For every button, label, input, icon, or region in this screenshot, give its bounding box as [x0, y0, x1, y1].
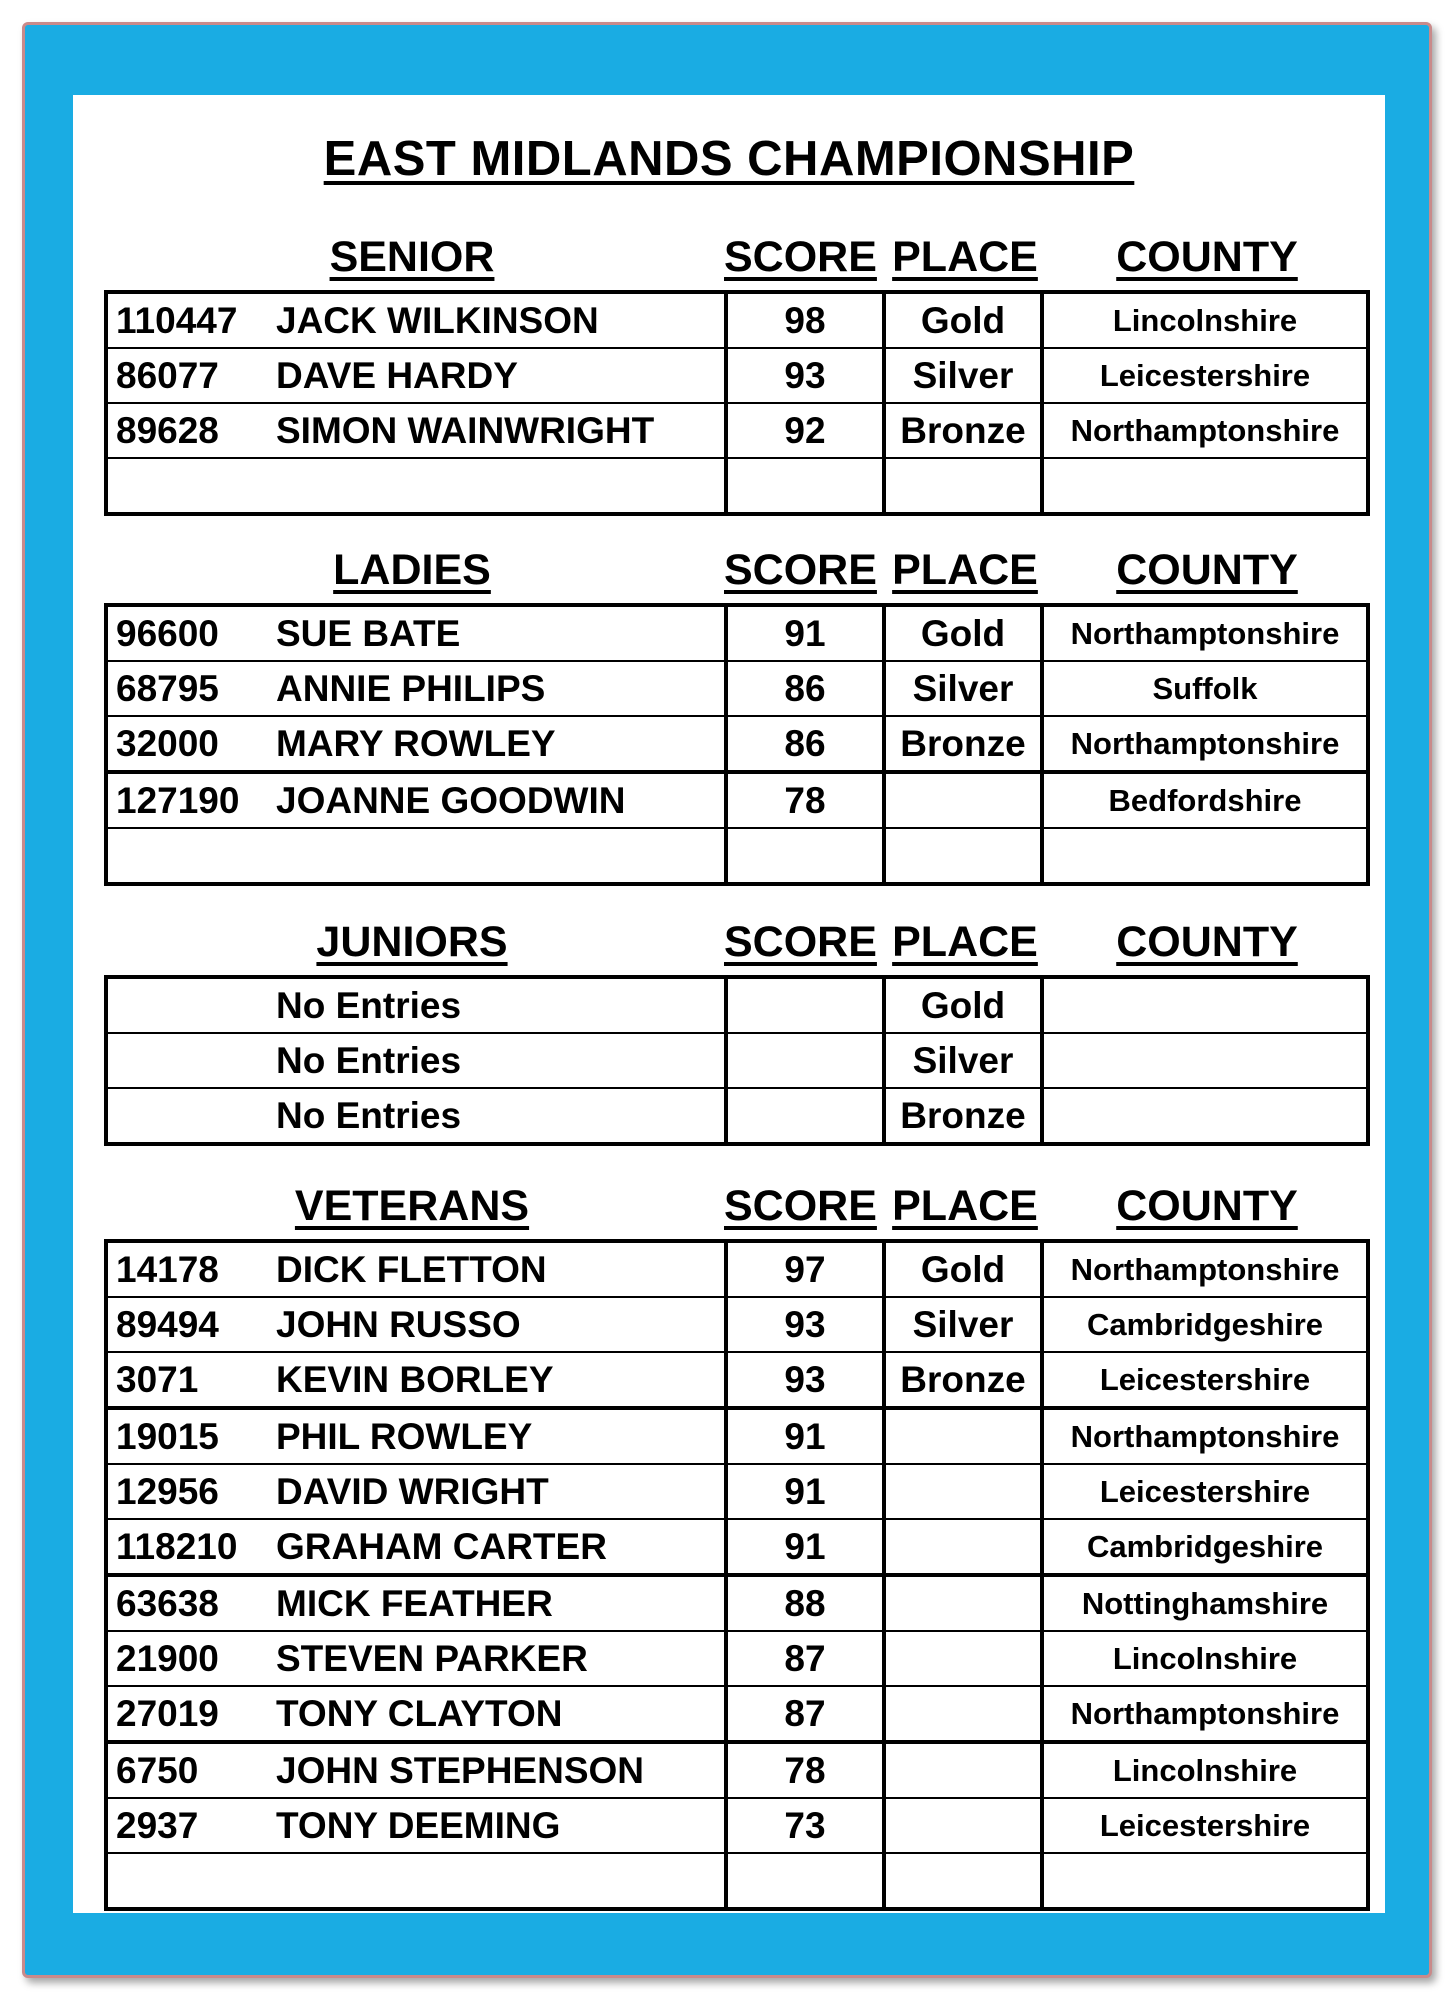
competitor-wrap: [108, 349, 724, 402]
table-row: [106, 772, 1368, 828]
competitor-wrap: [108, 717, 724, 770]
table-row: [106, 661, 1368, 716]
section-title: VETERANS: [294, 1182, 530, 1230]
place-cell: Silver: [884, 1033, 1042, 1088]
competitor-cell: [106, 1631, 726, 1686]
competitor-wrap: [108, 607, 724, 660]
competitor-cell: [106, 348, 726, 403]
county-cell: [1042, 1088, 1368, 1144]
table-row: [106, 977, 1368, 1033]
competitor-name: No Entries: [276, 1039, 462, 1081]
score-cell: 73: [726, 1798, 884, 1853]
county-cell: Nottinghamshire: [1042, 1575, 1368, 1631]
county-cell: Northamptonshire: [1042, 716, 1368, 772]
table-row: [106, 1033, 1368, 1088]
table-row: [106, 458, 1368, 514]
competitor-name: JOHN RUSSO: [276, 1303, 521, 1345]
competitor-name: SUE BATE: [276, 612, 461, 654]
county-cell: Northamptonshire: [1042, 1408, 1368, 1464]
county-cell: Cambridgeshire: [1042, 1519, 1368, 1575]
competitor-name: SIMON WAINWRIGHT: [276, 409, 655, 451]
score-header: SCORE: [724, 918, 877, 966]
member-number: 27019: [116, 1692, 219, 1734]
table-row: [106, 605, 1368, 661]
member-number: 32000: [116, 722, 219, 764]
place-cell: [884, 1631, 1042, 1686]
member-number: 118210: [116, 1525, 238, 1567]
competitor-wrap: [108, 294, 724, 347]
competitor-wrap: [108, 1577, 724, 1630]
member-number: 2937: [116, 1804, 199, 1846]
member-number: 89628: [116, 409, 219, 451]
competitor-wrap: [108, 1744, 724, 1797]
score-cell: 92: [726, 403, 884, 458]
competitor-wrap: [108, 1799, 724, 1852]
section-ladies: [104, 533, 1366, 886]
place-header: PLACE: [892, 1182, 1038, 1230]
member-number: 110447: [116, 299, 238, 341]
place-header: PLACE: [892, 918, 1038, 966]
section-title: LADIES: [333, 546, 491, 594]
county-cell: [1042, 828, 1368, 884]
competitor-wrap: [108, 774, 724, 827]
place-cell: Bronze: [884, 1352, 1042, 1408]
score-cell: 86: [726, 661, 884, 716]
competitor-cell: [106, 605, 726, 661]
score-header: SCORE: [724, 546, 877, 594]
competitor-wrap: [108, 1034, 724, 1087]
competitor-name: MICK FEATHER: [276, 1582, 553, 1624]
place-cell: Gold: [884, 977, 1042, 1033]
competitor-name: No Entries: [276, 984, 462, 1026]
county-cell: Suffolk: [1042, 661, 1368, 716]
competitor-name: No Entries: [276, 1094, 462, 1136]
competitor-name: DAVID WRIGHT: [276, 1470, 549, 1512]
competitor-cell: [106, 1033, 726, 1088]
section-veterans: [104, 1169, 1366, 1911]
competitor-name: MARY ROWLEY: [276, 722, 556, 764]
member-number: 68795: [116, 667, 219, 709]
score-cell: 87: [726, 1686, 884, 1742]
county-cell: Northamptonshire: [1042, 403, 1368, 458]
competitor-name: DICK FLETTON: [276, 1248, 547, 1290]
table-row: [106, 1464, 1368, 1519]
county-cell: Northamptonshire: [1042, 605, 1368, 661]
place-header: PLACE: [892, 546, 1038, 594]
section-header: [104, 905, 1366, 975]
county-cell: Lincolnshire: [1042, 292, 1368, 348]
member-number: 19015: [116, 1415, 219, 1457]
score-cell: [726, 828, 884, 884]
place-cell: Gold: [884, 292, 1042, 348]
competitor-wrap: [108, 1687, 724, 1740]
table-row: [106, 1742, 1368, 1798]
county-header: COUNTY: [1116, 918, 1298, 966]
score-cell: 78: [726, 1742, 884, 1798]
competitor-name: STEVEN PARKER: [276, 1637, 588, 1679]
competitor-wrap: [108, 1410, 724, 1463]
member-number: 12956: [116, 1470, 219, 1512]
competitor-name: JOHN STEPHENSON: [276, 1749, 645, 1791]
results-table: [104, 975, 1370, 1146]
table-row: [106, 828, 1368, 884]
score-header: SCORE: [724, 1182, 877, 1230]
competitor-cell: [106, 1241, 726, 1297]
table-row: [106, 1088, 1368, 1144]
score-cell: 98: [726, 292, 884, 348]
county-cell: Lincolnshire: [1042, 1742, 1368, 1798]
section-title: SENIOR: [329, 233, 495, 281]
table-row: [106, 1241, 1368, 1297]
table-row: [106, 1352, 1368, 1408]
place-cell: [884, 1798, 1042, 1853]
place-cell: [884, 1686, 1042, 1742]
score-cell: [726, 1088, 884, 1144]
competitor-wrap: [108, 1632, 724, 1685]
competitor-cell: [106, 716, 726, 772]
table-row: [106, 716, 1368, 772]
score-cell: [726, 1853, 884, 1909]
place-cell: Bronze: [884, 1088, 1042, 1144]
score-cell: 88: [726, 1575, 884, 1631]
place-cell: Gold: [884, 1241, 1042, 1297]
table-row: [106, 403, 1368, 458]
competitor-name: JOANNE GOODWIN: [276, 779, 626, 821]
page-title: EAST MIDLANDS CHAMPIONSHIP: [323, 132, 1135, 186]
table-row: [106, 348, 1368, 403]
competitor-cell: [106, 1575, 726, 1631]
county-cell: Leicestershire: [1042, 1352, 1368, 1408]
competitor-name: GRAHAM CARTER: [276, 1525, 607, 1567]
county-header: COUNTY: [1116, 1182, 1298, 1230]
section-title: JUNIORS: [316, 918, 508, 966]
competitor-cell: [106, 1742, 726, 1798]
county-cell: [1042, 1853, 1368, 1909]
member-number: 96600: [116, 612, 219, 654]
competitor-wrap: [108, 1089, 724, 1142]
score-cell: 93: [726, 1352, 884, 1408]
table-row: [106, 292, 1368, 348]
county-cell: [1042, 1033, 1368, 1088]
place-cell: [884, 1519, 1042, 1575]
results-table: [104, 290, 1370, 516]
competitor-name: KEVIN BORLEY: [276, 1358, 554, 1400]
table-row: [106, 1631, 1368, 1686]
member-number: 63638: [116, 1582, 219, 1624]
place-cell: [884, 772, 1042, 828]
competitor-cell: [106, 1798, 726, 1853]
place-cell: Bronze: [884, 403, 1042, 458]
place-cell: [884, 1408, 1042, 1464]
table-row: [106, 1297, 1368, 1352]
score-cell: [726, 977, 884, 1033]
county-cell: Lincolnshire: [1042, 1631, 1368, 1686]
place-cell: Silver: [884, 661, 1042, 716]
county-cell: Leicestershire: [1042, 1464, 1368, 1519]
place-header: PLACE: [892, 233, 1038, 281]
competitor-wrap: [108, 1520, 724, 1573]
competitor-cell: [106, 1853, 726, 1909]
competitor-wrap: [108, 979, 724, 1032]
place-cell: [884, 458, 1042, 514]
competitor-wrap: [108, 1353, 724, 1406]
competitor-cell: [106, 661, 726, 716]
competitor-cell: [106, 292, 726, 348]
results-table: [104, 603, 1370, 886]
score-cell: 91: [726, 1408, 884, 1464]
competitor-wrap: [108, 829, 724, 882]
county-cell: [1042, 458, 1368, 514]
place-cell: [884, 828, 1042, 884]
section-header: [104, 1169, 1366, 1239]
score-header: SCORE: [724, 233, 877, 281]
score-cell: 97: [726, 1241, 884, 1297]
county-cell: [1042, 977, 1368, 1033]
county-cell: Bedfordshire: [1042, 772, 1368, 828]
table-row: [106, 1798, 1368, 1853]
member-number: 21900: [116, 1637, 219, 1679]
county-cell: Leicestershire: [1042, 1798, 1368, 1853]
competitor-wrap: [108, 404, 724, 457]
competitor-wrap: [108, 1854, 724, 1907]
place-cell: Bronze: [884, 716, 1042, 772]
competitor-name: TONY DEEMING: [276, 1804, 561, 1846]
county-cell: Cambridgeshire: [1042, 1297, 1368, 1352]
member-number: 3071: [116, 1358, 199, 1400]
score-cell: 93: [726, 1297, 884, 1352]
competitor-cell: [106, 1408, 726, 1464]
table-row: [106, 1408, 1368, 1464]
score-cell: [726, 1033, 884, 1088]
member-number: 86077: [116, 354, 219, 396]
county-cell: Leicestershire: [1042, 348, 1368, 403]
competitor-name: DAVE HARDY: [276, 354, 518, 396]
competitor-cell: [106, 1686, 726, 1742]
place-cell: Silver: [884, 1297, 1042, 1352]
score-cell: 91: [726, 1464, 884, 1519]
member-number: 89494: [116, 1303, 219, 1345]
competitor-cell: [106, 1464, 726, 1519]
competitor-cell: [106, 458, 726, 514]
score-cell: 91: [726, 1519, 884, 1575]
competitor-name: PHIL ROWLEY: [276, 1415, 533, 1457]
county-cell: Northamptonshire: [1042, 1241, 1368, 1297]
score-cell: [726, 458, 884, 514]
section-juniors: [104, 905, 1366, 1146]
competitor-cell: [106, 1519, 726, 1575]
competitor-wrap: [108, 459, 724, 512]
competitor-cell: [106, 1297, 726, 1352]
results-table: [104, 1239, 1370, 1911]
competitor-cell: [106, 403, 726, 458]
score-cell: 78: [726, 772, 884, 828]
place-cell: Silver: [884, 348, 1042, 403]
competitor-cell: [106, 977, 726, 1033]
table-row: [106, 1853, 1368, 1909]
place-cell: [884, 1464, 1042, 1519]
competitor-wrap: [108, 1243, 724, 1296]
results-sheet: [73, 95, 1385, 1913]
place-cell: [884, 1853, 1042, 1909]
section-header: [104, 533, 1366, 603]
member-number: 6750: [116, 1749, 199, 1791]
county-header: COUNTY: [1116, 233, 1298, 281]
section-senior: [104, 220, 1366, 516]
competitor-cell: [106, 1352, 726, 1408]
score-cell: 86: [726, 716, 884, 772]
table-row: [106, 1575, 1368, 1631]
competitor-wrap: [108, 662, 724, 715]
county-cell: Northamptonshire: [1042, 1686, 1368, 1742]
place-cell: [884, 1742, 1042, 1798]
county-header: COUNTY: [1116, 546, 1298, 594]
member-number: 14178: [116, 1248, 219, 1290]
place-cell: [884, 1575, 1042, 1631]
competitor-name: ANNIE PHILIPS: [276, 667, 546, 709]
member-number: 127190: [116, 779, 240, 821]
competitor-name: JACK WILKINSON: [276, 299, 599, 341]
competitor-cell: [106, 1088, 726, 1144]
competitor-wrap: [108, 1298, 724, 1351]
section-header: [104, 220, 1366, 290]
competitor-name: TONY CLAYTON: [276, 1692, 563, 1734]
competitor-cell: [106, 772, 726, 828]
table-row: [106, 1686, 1368, 1742]
table-row: [106, 1519, 1368, 1575]
score-cell: 87: [726, 1631, 884, 1686]
competitor-wrap: [108, 1465, 724, 1518]
competitor-cell: [106, 828, 726, 884]
score-cell: 91: [726, 605, 884, 661]
score-cell: 93: [726, 348, 884, 403]
place-cell: Gold: [884, 605, 1042, 661]
